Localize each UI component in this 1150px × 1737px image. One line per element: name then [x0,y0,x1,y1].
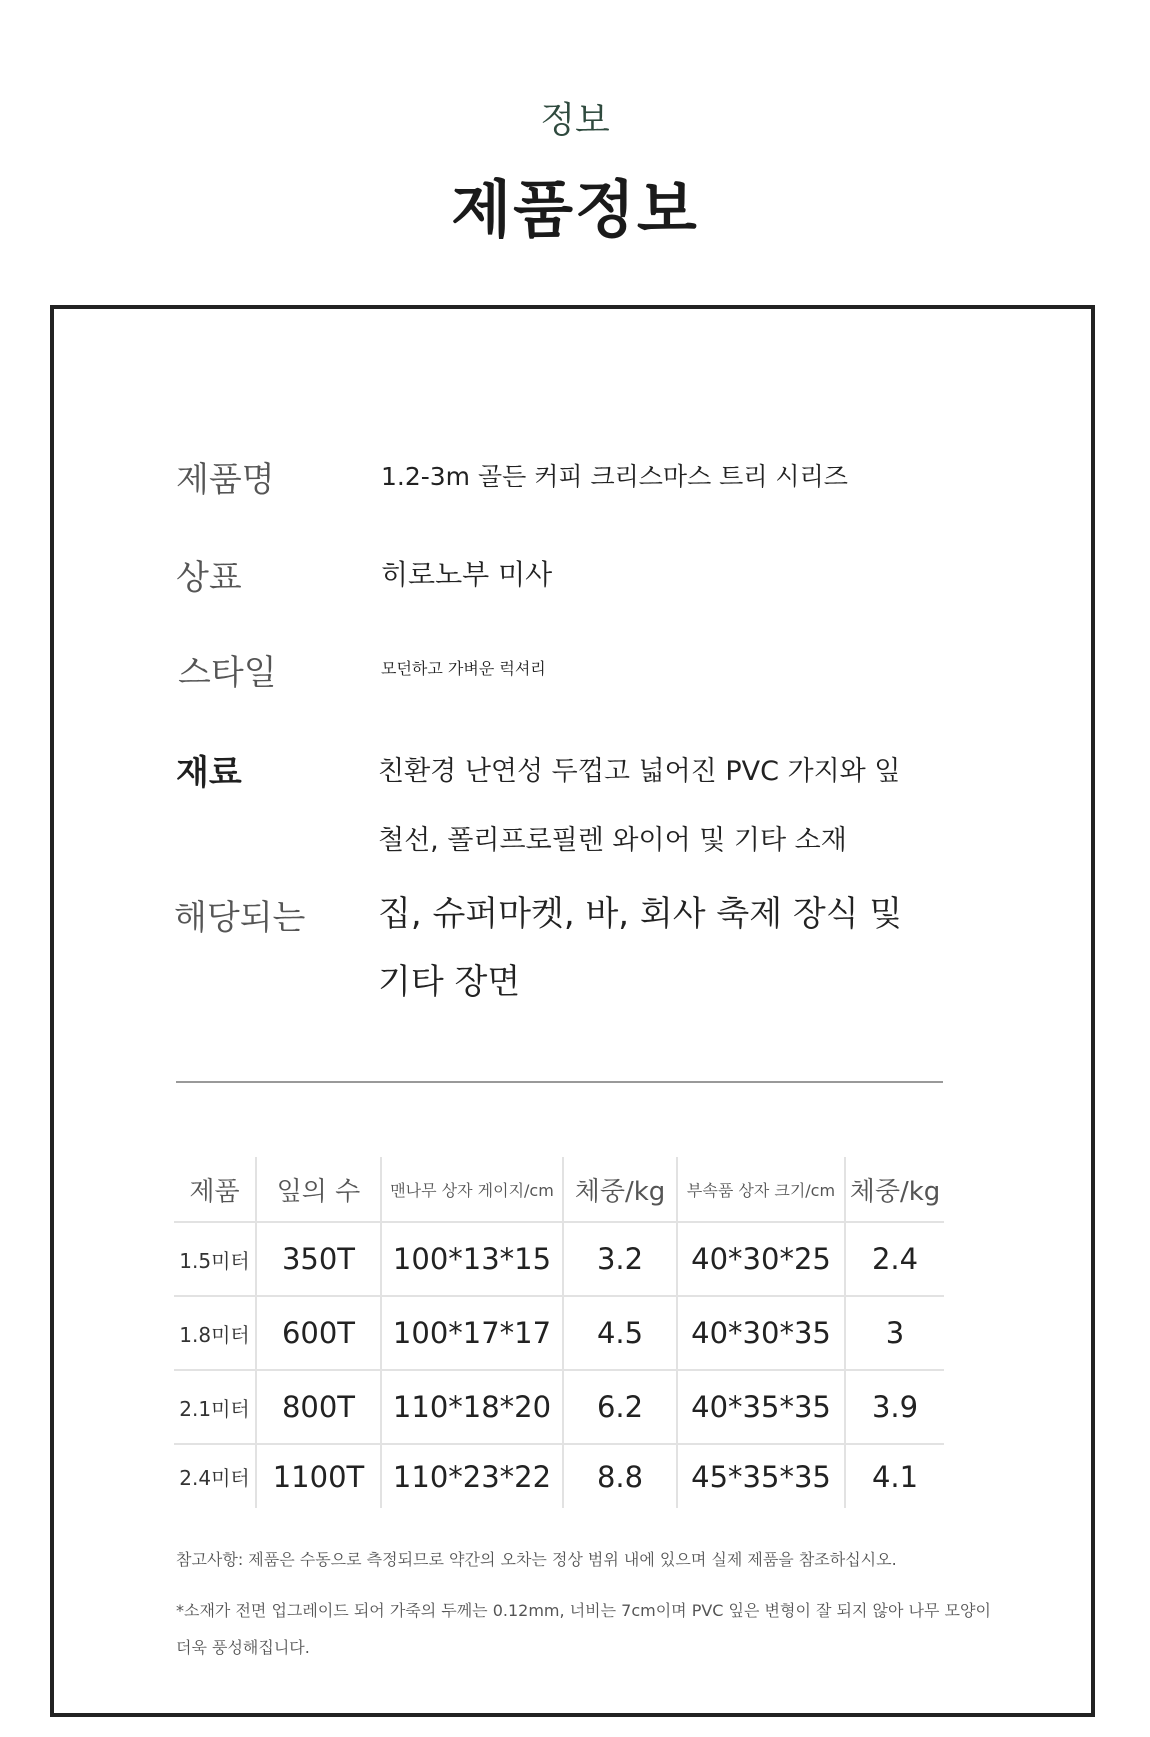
cell-product: 1.8미터 [174,1296,256,1370]
cell-accessory-weight: 3 [845,1296,944,1370]
table-row [174,1370,944,1444]
note-measurement: 참고사항: 제품은 수동으로 측정되므로 약간의 오차는 정상 범위 내에 있으며 실제 제품을 참조하십시오. [176,1550,897,1569]
section-subtitle: 정보 [540,100,610,141]
header-leaf-count: 잎의 수 [256,1157,381,1222]
cell-accessory-box-size: 40*30*35 [677,1296,845,1370]
usage-line-2: 기타 장면 [378,962,521,1002]
cell-product: 1.5미터 [174,1222,256,1296]
table-row [174,1296,944,1370]
cell-tree-weight: 4.5 [563,1296,677,1370]
style-label: 스타일 [178,653,277,693]
cell-tree-box-size: 110*23*22 [381,1444,563,1508]
brand-value: 히로노부 미사 [381,558,553,591]
style-value: 모던하고 가벼운 럭셔리 [381,659,546,678]
cell-tree-box-size: 110*18*20 [381,1370,563,1444]
cell-leaf-count: 600T [256,1296,381,1370]
brand-label: 상표 [176,558,242,598]
cell-accessory-box-size: 45*35*35 [677,1444,845,1508]
cell-leaf-count: 800T [256,1370,381,1444]
table-row [174,1444,944,1508]
product-name-value: 1.2-3m 골든 커피 크리스마스 트리 시리즈 [381,462,848,491]
table-row [174,1222,944,1296]
section-divider [176,1081,943,1083]
cell-tree-weight: 8.8 [563,1444,677,1508]
cell-accessory-weight: 2.4 [845,1222,944,1296]
header-tree-weight: 체중/kg [563,1157,677,1222]
material-label: 재료 [176,753,242,793]
material-line-2: 철선, 폴리프로필렌 와이어 및 기타 소재 [378,825,847,856]
product-name-label: 제품명 [176,460,275,500]
material-line-1: 친환경 난연성 두껍고 넓어진 PVC 가지와 잎 [378,756,901,787]
cell-tree-box-size: 100*13*15 [381,1222,563,1296]
cell-product: 2.4미터 [179,1466,250,1490]
cell-tree-weight: 6.2 [563,1370,677,1444]
cell-product: 2.1미터 [174,1370,256,1444]
spec-table [174,1157,944,1508]
usage-label: 해당되는 [174,898,306,938]
cell-accessory-box-size: 40*35*35 [677,1370,845,1444]
header-tree-box-size: 맨나무 상자 게이지/cm [381,1157,563,1222]
cell-tree-weight: 3.2 [563,1222,677,1296]
page-title: 제품정보 [451,173,699,246]
note-material-line-2: 더욱 풍성해집니다. [176,1638,310,1657]
cell-accessory-weight: 4.1 [845,1444,944,1508]
cell-accessory-weight: 3.9 [845,1370,944,1444]
cell-leaf-count: 350T [256,1222,381,1296]
cell-tree-box-size: 100*17*17 [381,1296,563,1370]
header-accessory-weight: 체중/kg [845,1157,944,1222]
table-header-row [174,1157,944,1222]
header-product: 제품 [174,1157,256,1222]
usage-line-1: 집, 슈퍼마켓, 바, 회사 축제 장식 및 [378,894,903,934]
cell-leaf-count: 1100T [256,1444,381,1508]
cell-accessory-box-size: 40*30*25 [677,1222,845,1296]
header-accessory-box-size: 부속품 상자 크기/cm [677,1157,845,1222]
note-material-line-1: *소재가 전면 업그레이드 되어 가죽의 두께는 0.12mm, 너비는 7cm이며 PVC 잎은 변형이 잘 되지 않아 나무 모양이 [176,1601,991,1620]
